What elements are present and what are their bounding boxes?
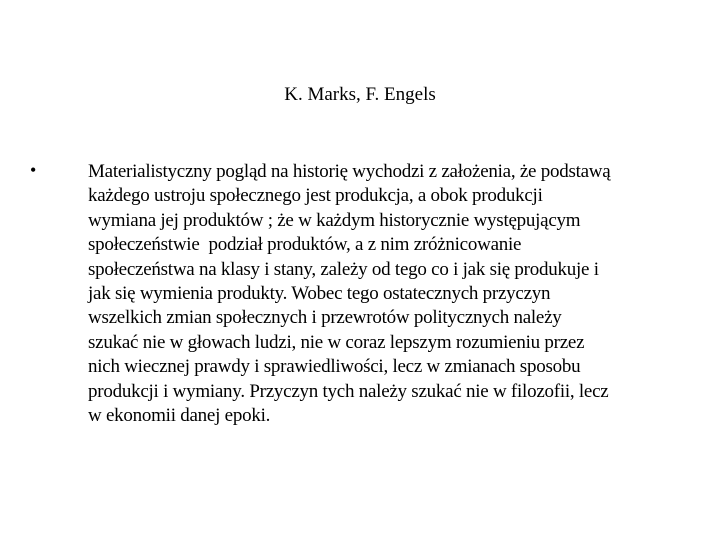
paragraph-line: wszelkich zmian społecznych i przewrotów politycznych należy [88, 307, 562, 329]
bullet-icon: • [30, 160, 37, 180]
paragraph-line: szukać nie w głowach ludzi, nie w coraz lepszym rozumieniu przez [88, 331, 585, 353]
paragraph-line: społeczeństwie podział produktów, a z nim zróżnicowanie [88, 234, 522, 256]
paragraph-line: w ekonomii danej epoki. [88, 405, 271, 427]
paragraph-line: nich wiecznej prawdy i sprawiedliwości, lecz w zmianach sposobu [88, 356, 581, 378]
paragraph-line: wymiana jej produktów ; że w każdym historycznie występującym [88, 209, 581, 231]
bullet-paragraph [88, 160, 610, 428]
paragraph-line: Materialistyczny pogląd na historię wychodzi z założenia, że podstawą [88, 161, 611, 182]
title-text: K. Marks, F. Engels [284, 84, 436, 105]
paragraph-line: produkcji i wymiany. Przyczyn tych należy szukać nie w filozofii, lecz [88, 380, 609, 402]
paragraph-line: jak się wymienia produkty. Wobec tego ostatecznych przyczyn [88, 283, 551, 305]
paragraph-line: każdego ustroju społecznego jest produkcja, a obok produkcji [88, 185, 543, 207]
paragraph-line: społeczeństwa na klasy i stany, zależy od tego co i jak się produkuje i [88, 258, 599, 280]
slide-title [0, 84, 720, 106]
